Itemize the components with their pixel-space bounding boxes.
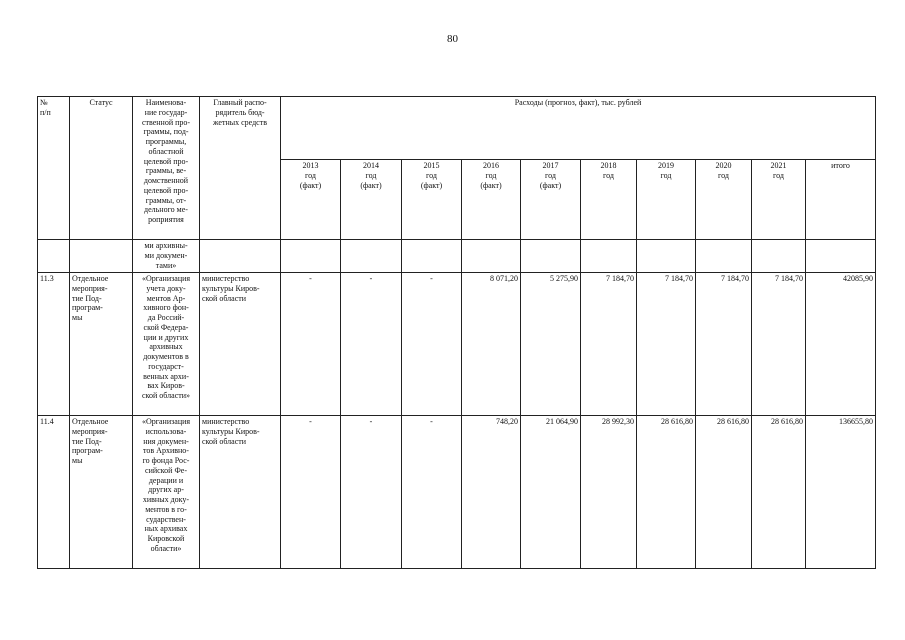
table-row (38, 416, 876, 569)
value-2015: - (402, 273, 462, 416)
header-status: Статус (70, 97, 133, 240)
header-year-2021: 2021 год (752, 160, 806, 240)
value-2014: - (341, 416, 402, 569)
header-year-2016: 2016 год (факт) (462, 160, 521, 240)
header-year-2013: 2013 год (факт) (281, 160, 341, 240)
value-2014: - (341, 273, 402, 416)
header-num: № п/п (38, 97, 70, 240)
row-name: «Организация использова- ния докумен- тов Архивно- го фонда Рос- сийской Фе- дерации и других ар- хивных доку- ментов в го- сударствен- ных архивах Кировской области» (133, 416, 200, 569)
value-2017: 21 064,90 (521, 416, 581, 569)
continuation-row (38, 240, 876, 273)
header-name: Наименова- ние государ- ственной про- граммы, под- программы, областной целевой про- граммы, ве- домственной целевой про- граммы, от- дельного ме- роприятия (133, 97, 200, 240)
value-2018: 28 992,30 (581, 416, 637, 569)
continuation-name: ми архивны- ми докумен- тами» (133, 240, 200, 273)
header-row-top (38, 97, 876, 160)
table-row (38, 273, 876, 416)
value-2021: 28 616,80 (752, 416, 806, 569)
header-year-2015: 2015 год (факт) (402, 160, 462, 240)
row-status: Отдельное мероприя- тие Под- програм- мы (70, 273, 133, 416)
row-num: 11.4 (38, 416, 70, 569)
row-name: «Организация учета доку- ментов Ар- хивного фон- да Россий- ской Федера- ции и других архивных документов в государст- венных архи- вах Киров- ской области» (133, 273, 200, 416)
value-2019: 7 184,70 (637, 273, 696, 416)
header-year-2017: 2017 год (факт) (521, 160, 581, 240)
row-manager: министерство культуры Киров- ской области (200, 416, 281, 569)
value-2021: 7 184,70 (752, 273, 806, 416)
value-2013: - (281, 416, 341, 569)
value-2016: 748,20 (462, 416, 521, 569)
value-2020: 7 184,70 (696, 273, 752, 416)
value-2016: 8 071,20 (462, 273, 521, 416)
row-status: Отдельное мероприя- тие Под- програм- мы (70, 416, 133, 569)
value-2017: 5 275,90 (521, 273, 581, 416)
row-manager: министерство культуры Киров- ской области (200, 273, 281, 416)
header-year-2018: 2018 год (581, 160, 637, 240)
header-manager: Главный распо- рядитель бюд- жетных средств (200, 97, 281, 240)
header-year-2014: 2014 год (факт) (341, 160, 402, 240)
header-expenses: Расходы (прогноз, факт), тыс. рублей (281, 97, 876, 160)
header-total: итого (806, 160, 876, 240)
value-total: 42085,90 (806, 273, 876, 416)
value-2019: 28 616,80 (637, 416, 696, 569)
value-2013: - (281, 273, 341, 416)
value-2020: 28 616,80 (696, 416, 752, 569)
row-num: 11.3 (38, 273, 70, 416)
value-total: 136655,80 (806, 416, 876, 569)
header-year-2020: 2020 год (696, 160, 752, 240)
value-2018: 7 184,70 (581, 273, 637, 416)
header-year-2019: 2019 год (637, 160, 696, 240)
budget-table (37, 96, 876, 569)
page-number: 80 (447, 33, 458, 45)
value-2015: - (402, 416, 462, 569)
